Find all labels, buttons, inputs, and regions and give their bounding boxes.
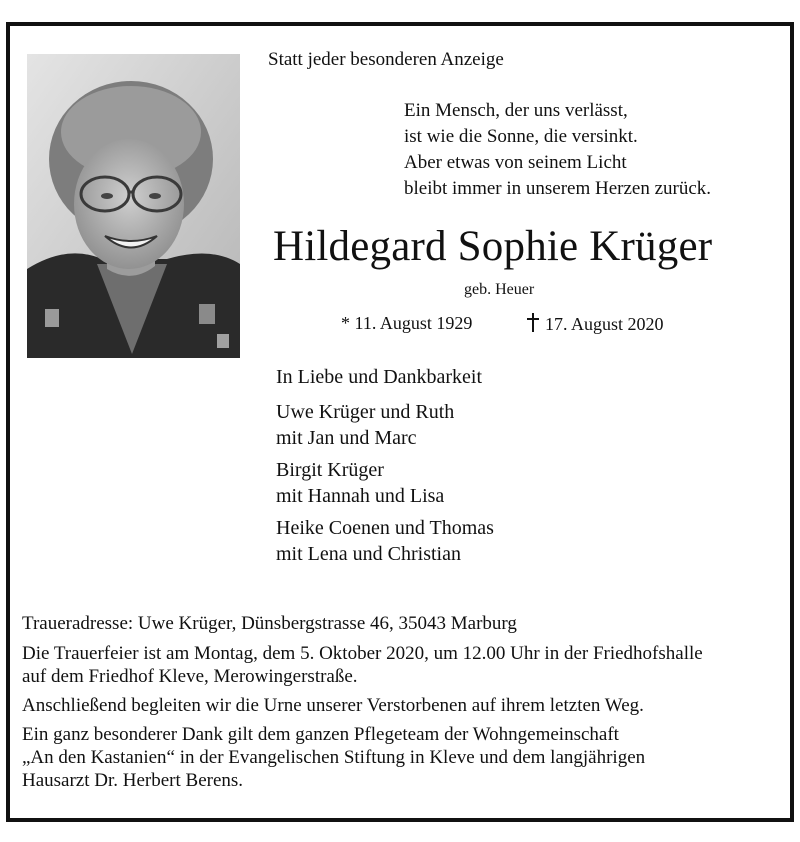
family-group — [276, 399, 494, 451]
mourners-intro: In Liebe und Dankbarkeit — [276, 366, 483, 388]
maiden-name: geb. Heuer — [464, 281, 535, 298]
thanks-line: Ein ganz besonderer Dank gilt dem ganzen Pflegeteam der Wohngemeinschaft — [22, 724, 619, 745]
death-date — [527, 313, 664, 335]
poem-line: ist wie die Sonne, die versinkt. — [404, 126, 638, 147]
urn-note: Anschließend begleiten wir die Urne unserer Verstorbenen auf ihrem letzten Weg. — [22, 695, 644, 716]
family-line: Birgit Krüger — [276, 459, 384, 481]
thanks-line: Hausarzt Dr. Herbert Berens. — [22, 770, 244, 791]
portrait-photo-icon — [27, 54, 240, 358]
family-line: Heike Coenen und Thomas — [276, 517, 494, 539]
ceremony-line: auf dem Friedhof Kleve, Merowingerstraße. — [22, 666, 358, 687]
notice-heading: Statt jeder besonderen Anzeige — [268, 49, 504, 70]
thanks-note — [22, 723, 703, 792]
family-line: mit Hannah und Lisa — [276, 485, 445, 507]
mourning-address: Traueradresse: Uwe Krüger, Dünsbergstrasse 46, 35043 Marburg — [22, 613, 517, 634]
family-line: Uwe Krüger und Ruth — [276, 401, 455, 423]
mourners-block — [276, 366, 494, 567]
portrait-photo — [27, 54, 240, 358]
family-line: mit Jan und Marc — [276, 427, 417, 449]
ceremony-line: Die Trauerfeier ist am Montag, dem 5. Oktober 2020, um 12.00 Uhr in der Friedhofshalle — [22, 643, 703, 664]
thanks-line: „An den Kastanien“ in der Evangelischen Stiftung in Kleve und dem langjährigen — [22, 747, 646, 768]
ceremony-details — [22, 642, 703, 688]
death-date-text: 17. August 2020 — [545, 314, 664, 334]
memorial-poem — [404, 98, 711, 202]
family-group — [276, 515, 494, 567]
family-line: mit Lena und Christian — [276, 543, 461, 565]
poem-line: Aber etwas von seinem Licht — [404, 152, 627, 173]
birth-date: * 11. August 1929 — [341, 313, 473, 333]
poem-line: Ein Mensch, der uns verlässt, — [404, 100, 628, 121]
poem-line: bleibt immer in unserem Herzen zurück. — [404, 178, 712, 199]
funeral-info — [22, 612, 703, 798]
deceased-name: Hildegard Sophie Krüger — [273, 223, 713, 270]
family-group — [276, 457, 494, 509]
cross-icon — [527, 313, 539, 332]
